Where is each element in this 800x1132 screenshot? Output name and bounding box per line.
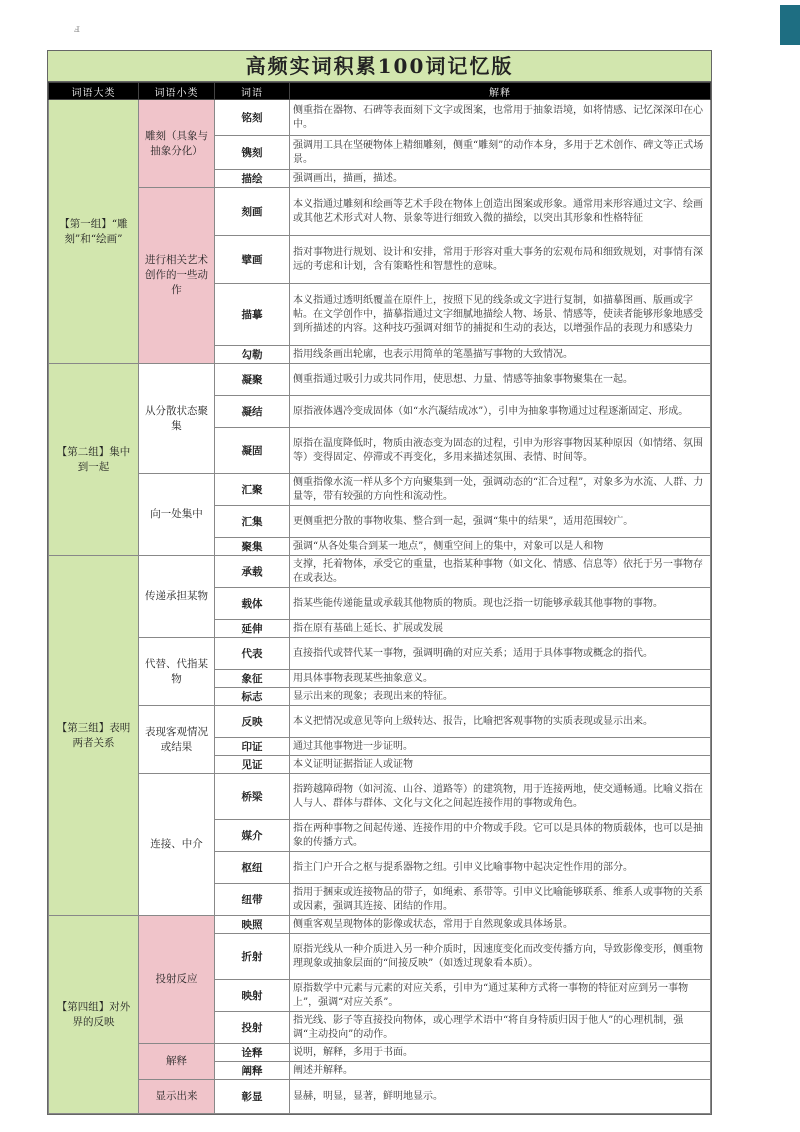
explanation-cell: 指对事物进行规划、设计和安排，常用于形容对重大事务的宏观布局和细致规划，对事情有深远的考虑和计划，含有策略性和智慧性的意味。 xyxy=(290,236,711,284)
subgroup-cell: 代替、代指某物 xyxy=(139,638,215,706)
explanation-cell: 支撑，托着物体，承受它的重量，也指某种事物（如文化、情感、信息等）依托于另一事物存在或表达。 xyxy=(290,556,711,588)
header-category: 词语大类 xyxy=(49,83,139,100)
word-cell: 镌刻 xyxy=(215,136,290,170)
word-cell: 见证 xyxy=(215,756,290,774)
subgroup-cell: 向一处集中 xyxy=(139,474,215,556)
word-cell: 凝聚 xyxy=(215,364,290,396)
explanation-cell: 强调用工具在坚硬物体上精细雕刻，侧重“雕刻”的动作本身，多用于艺术创作、碑文等正式场景。 xyxy=(290,136,711,170)
table-row xyxy=(49,364,711,396)
word-cell: 折射 xyxy=(215,934,290,980)
table-row xyxy=(49,100,711,136)
word-cell: 刻画 xyxy=(215,188,290,236)
word-cell: 铭刻 xyxy=(215,100,290,136)
explanation-cell: 指在两种事物之间起传递、连接作用的中介物或手段。它可以是具体的物质载体，也可以是抽象的传播方式。 xyxy=(290,820,711,852)
word-cell: 延伸 xyxy=(215,620,290,638)
subgroup-cell: 解释 xyxy=(139,1044,215,1080)
explanation-cell: 指用于捆束或连接物品的带子，如绳索、系带等。引申义比喻能够联系、维系人或事物的关系或因素，强调其连接、团结的作用。 xyxy=(290,884,711,916)
word-cell: 阐释 xyxy=(215,1062,290,1080)
explanation-cell: 本义指通过雕刻和绘画等艺术手段在物体上创造出图案或形象。通常用来形容通过文字、绘画或其他艺术形式对人物、景象等进行细致入微的描绘，以突出其形象和性格特征 xyxy=(290,188,711,236)
explanation-cell: 用具体事物表现某些抽象意义。 xyxy=(290,670,711,688)
explanation-cell: 直接指代或替代某一事物，强调明确的对应关系；适用于具体事物或概念的指代。 xyxy=(290,638,711,670)
explanation-cell: 侧重指像水流一样从多个方向聚集到一处，强调动态的“汇合过程”，对象多为水流、人群、力量等，带有较强的方向性和流动性。 xyxy=(290,474,711,506)
explanation-cell: 显赫，明显，显著，鲜明地显示。 xyxy=(290,1080,711,1114)
explanation-cell: 本义指通过透明纸覆盖在原件上，按照下见的线条或文字进行复制，如描摹图画、版画或字帖。在文学创作中，描摹指通过文字细腻地描绘人物、场景、情感等，使读者能够形象地感受到所描述的内容。这种技巧强调对细节的捕捉和生动的表达，以增强作品的表现力和感染力 xyxy=(290,284,711,346)
explanation-cell: 说明，解释，多用于书面。 xyxy=(290,1044,711,1062)
word-cell: 映射 xyxy=(215,980,290,1012)
explanation-cell: 原指在温度降低时，物质由液态变为固态的过程，引申为形容事物因某种原因（如情绪、氛围等）变得固定、停滞或不再变化，多用来描述氛围、表情、时间等。 xyxy=(290,428,711,474)
word-cell: 代表 xyxy=(215,638,290,670)
word-cell: 彰显 xyxy=(215,1080,290,1114)
explanation-cell: 侧重指通过吸引力或共同作用，使思想、力量、情感等抽象事物聚集在一起。 xyxy=(290,364,711,396)
table-row xyxy=(49,1080,711,1114)
explanation-cell: 原指液体遇冷变成固体（如“水汽凝结成冰”），引申为抽象事物通过过程逐渐固定、形成。 xyxy=(290,396,711,428)
table-row xyxy=(49,638,711,670)
subgroup-cell: 显示出来 xyxy=(139,1080,215,1114)
word-cell: 标志 xyxy=(215,688,290,706)
explanation-cell: 指在原有基础上延长、扩展或发展 xyxy=(290,620,711,638)
word-cell: 描绘 xyxy=(215,170,290,188)
word-cell: 诠释 xyxy=(215,1044,290,1062)
table-row xyxy=(49,916,711,934)
header-subcategory: 词语小类 xyxy=(139,83,215,100)
explanation-cell: 强调“从各处集合到某一地点”，侧重空间上的集中，对象可以是人和物 xyxy=(290,538,711,556)
table-row xyxy=(49,188,711,236)
subgroup-cell: 从分散状态聚集 xyxy=(139,364,215,474)
explanation-cell: 指光线、影子等直接投向物体，或心理学术语中“将自身特质归因于他人”的心理机制，强调“主动投向”的动作。 xyxy=(290,1012,711,1044)
word-cell: 汇集 xyxy=(215,506,290,538)
table-row xyxy=(49,1044,711,1062)
word-cell: 承载 xyxy=(215,556,290,588)
word-cell: 投射 xyxy=(215,1012,290,1044)
explanation-cell: 显示出来的现象；表现出来的特征。 xyxy=(290,688,711,706)
table-row xyxy=(49,706,711,738)
word-cell: 媒介 xyxy=(215,820,290,852)
word-cell: 擘画 xyxy=(215,236,290,284)
word-cell: 反映 xyxy=(215,706,290,738)
explanation-cell: 本义把情况或意见等向上级转达、报告，比喻把客观事物的实质表现或显示出来。 xyxy=(290,706,711,738)
word-cell: 凝结 xyxy=(215,396,290,428)
word-cell: 纽带 xyxy=(215,884,290,916)
explanation-cell: 侧重客观呈现物体的影像或状态，常用于自然现象或具体场景。 xyxy=(290,916,711,934)
word-cell: 载体 xyxy=(215,588,290,620)
word-cell: 印证 xyxy=(215,738,290,756)
explanation-cell: 指某些能传递能量或承载其他物质的物质。现也泛指一切能够承载其他事物的事物。 xyxy=(290,588,711,620)
explanation-cell: 阐述并解释。 xyxy=(290,1062,711,1080)
vocab-table xyxy=(48,82,711,1114)
table-row xyxy=(49,774,711,820)
explanation-cell: 指跨越障碍物（如河流、山谷、道路等）的建筑物，用于连接两地，使交通畅通。比喻义指在人与人、群体与群体、文化与文化之间起连接作用的事物或角色。 xyxy=(290,774,711,820)
word-cell: 勾勒 xyxy=(215,346,290,364)
word-cell: 聚集 xyxy=(215,538,290,556)
subgroup-cell: 表现客观情况或结果 xyxy=(139,706,215,774)
explanation-cell: 本义证明证据指证人或证物 xyxy=(290,756,711,774)
explanation-cell: 更侧重把分散的事物收集、整合到一起，强调“集中的结果”，适用范围较广。 xyxy=(290,506,711,538)
header-row xyxy=(49,83,711,100)
word-cell: 映照 xyxy=(215,916,290,934)
header-word: 词语 xyxy=(215,83,290,100)
word-cell: 桥梁 xyxy=(215,774,290,820)
corner-tab xyxy=(780,5,800,45)
header-explanation: 解释 xyxy=(290,83,711,100)
explanation-cell: 指主门户开合之枢与提系器物之纽。引申义比喻事物中起决定性作用的部分。 xyxy=(290,852,711,884)
vocab-sheet xyxy=(47,50,712,1115)
table-row xyxy=(49,556,711,588)
group-cell: 【第二组】集中到一起 xyxy=(49,364,139,556)
word-cell: 描摹 xyxy=(215,284,290,346)
group-cell: 【第四组】对外界的反映 xyxy=(49,916,139,1114)
subgroup-cell: 投射反应 xyxy=(139,916,215,1044)
explanation-cell: 侧重指在器物、石碑等表面刻下文字或图案，也常用于抽象语境，如将情感、记忆深深印在心中。 xyxy=(290,100,711,136)
word-cell: 汇聚 xyxy=(215,474,290,506)
page-mark: ⅎ xyxy=(74,22,80,35)
subgroup-cell: 连接、中介 xyxy=(139,774,215,916)
word-cell: 凝固 xyxy=(215,428,290,474)
word-cell: 枢纽 xyxy=(215,852,290,884)
group-cell: 【第一组】“雕刻”和“绘画” xyxy=(49,100,139,364)
explanation-cell: 原指光线从一种介质进入另一种介质时，因速度变化而改变传播方向，导致影像变形，侧重物理现象或抽象层面的“间接反映”（如透过现象看本质）。 xyxy=(290,934,711,980)
explanation-cell: 通过其他事物进一步证明。 xyxy=(290,738,711,756)
group-cell: 【第三组】表明两者关系 xyxy=(49,556,139,916)
explanation-cell: 指用线条画出轮廓，也表示用简单的笔墨描写事物的大致情况。 xyxy=(290,346,711,364)
table-row xyxy=(49,474,711,506)
explanation-cell: 强调画出，描画，描述。 xyxy=(290,170,711,188)
subgroup-cell: 进行相关艺术创作的一些动作 xyxy=(139,188,215,364)
sheet-title: 高频实词积累100词记忆版 xyxy=(48,51,711,82)
explanation-cell: 原指数学中元素与元素的对应关系，引申为“通过某种方式将一事物的特征对应到另一事物上”，强调“对应关系”。 xyxy=(290,980,711,1012)
subgroup-cell: 雕刻（具象与抽象分化） xyxy=(139,100,215,188)
subgroup-cell: 传递承担某物 xyxy=(139,556,215,638)
word-cell: 象征 xyxy=(215,670,290,688)
